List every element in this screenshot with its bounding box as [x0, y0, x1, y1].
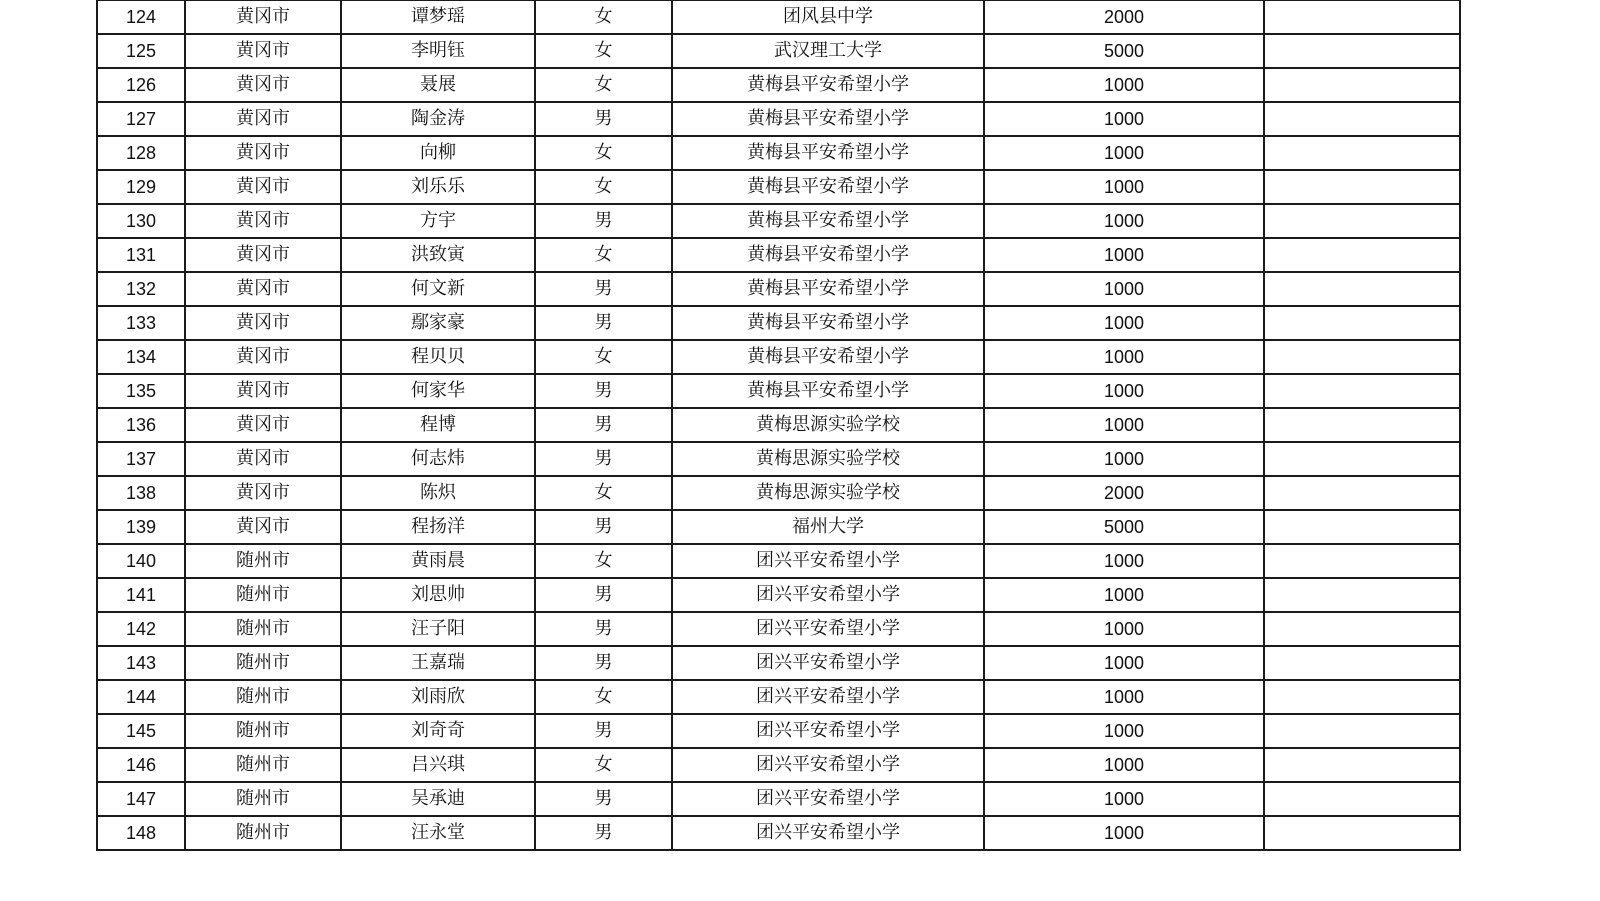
- row-number-cell: 130: [97, 204, 185, 238]
- remark-cell: [1264, 646, 1460, 680]
- school-cell: 武汉理工大学: [672, 34, 984, 68]
- city-cell: 黄冈市: [185, 306, 341, 340]
- table-row: [97, 782, 1460, 816]
- city-cell: 黄冈市: [185, 442, 341, 476]
- city-cell: 黄冈市: [185, 272, 341, 306]
- table-row: [97, 476, 1460, 510]
- gender-cell: 女: [535, 68, 672, 102]
- student-name-cell: 洪致寅: [341, 238, 535, 272]
- remark-cell: [1264, 714, 1460, 748]
- student-name-cell: 谭梦瑶: [341, 1, 535, 35]
- student-name-cell: 何志炜: [341, 442, 535, 476]
- school-cell: 黄梅县平安希望小学: [672, 340, 984, 374]
- student-name-cell: 程博: [341, 408, 535, 442]
- city-cell: 随州市: [185, 816, 341, 850]
- row-number-cell: 126: [97, 68, 185, 102]
- row-number-cell: 141: [97, 578, 185, 612]
- gender-cell: 男: [535, 816, 672, 850]
- student-name-cell: 陶金涛: [341, 102, 535, 136]
- table-body: [97, 1, 1460, 851]
- school-cell: 团兴平安希望小学: [672, 646, 984, 680]
- remark-cell: [1264, 170, 1460, 204]
- amount-cell: 2000: [984, 476, 1264, 510]
- table-row: [97, 136, 1460, 170]
- amount-cell: 1000: [984, 340, 1264, 374]
- gender-cell: 男: [535, 782, 672, 816]
- remark-cell: [1264, 510, 1460, 544]
- amount-cell: 1000: [984, 714, 1264, 748]
- student-name-cell: 王嘉瑞: [341, 646, 535, 680]
- student-name-cell: 汪子阳: [341, 612, 535, 646]
- city-cell: 黄冈市: [185, 408, 341, 442]
- table-row: [97, 442, 1460, 476]
- gender-cell: 男: [535, 510, 672, 544]
- city-cell: 黄冈市: [185, 170, 341, 204]
- row-number-cell: 129: [97, 170, 185, 204]
- city-cell: 黄冈市: [185, 340, 341, 374]
- table-row: [97, 544, 1460, 578]
- row-number-cell: 144: [97, 680, 185, 714]
- student-name-cell: 程贝贝: [341, 340, 535, 374]
- amount-cell: 1000: [984, 102, 1264, 136]
- student-name-cell: 陈炽: [341, 476, 535, 510]
- gender-cell: 女: [535, 476, 672, 510]
- gender-cell: 男: [535, 714, 672, 748]
- gender-cell: 女: [535, 34, 672, 68]
- amount-cell: 1000: [984, 816, 1264, 850]
- table-row: [97, 510, 1460, 544]
- student-aid-table: [96, 0, 1461, 851]
- table-row: [97, 204, 1460, 238]
- student-name-cell: 聂展: [341, 68, 535, 102]
- gender-cell: 女: [535, 340, 672, 374]
- amount-cell: 1000: [984, 612, 1264, 646]
- row-number-cell: 142: [97, 612, 185, 646]
- remark-cell: [1264, 374, 1460, 408]
- table-row: [97, 306, 1460, 340]
- student-name-cell: 刘思帅: [341, 578, 535, 612]
- school-cell: 黄梅县平安希望小学: [672, 102, 984, 136]
- remark-cell: [1264, 34, 1460, 68]
- remark-cell: [1264, 748, 1460, 782]
- student-name-cell: 何文新: [341, 272, 535, 306]
- table-row: [97, 408, 1460, 442]
- table-row: [97, 748, 1460, 782]
- student-name-cell: 方宇: [341, 204, 535, 238]
- student-name-cell: 李明钰: [341, 34, 535, 68]
- table-row: [97, 612, 1460, 646]
- amount-cell: 1000: [984, 748, 1264, 782]
- table-row: [97, 272, 1460, 306]
- amount-cell: 1000: [984, 646, 1264, 680]
- student-name-cell: 鄢家豪: [341, 306, 535, 340]
- row-number-cell: 131: [97, 238, 185, 272]
- remark-cell: [1264, 306, 1460, 340]
- city-cell: 黄冈市: [185, 510, 341, 544]
- school-cell: 黄梅思源实验学校: [672, 476, 984, 510]
- amount-cell: 2000: [984, 1, 1264, 35]
- remark-cell: [1264, 102, 1460, 136]
- table-row: [97, 578, 1460, 612]
- gender-cell: 男: [535, 272, 672, 306]
- row-number-cell: 136: [97, 408, 185, 442]
- city-cell: 随州市: [185, 748, 341, 782]
- remark-cell: [1264, 476, 1460, 510]
- school-cell: 黄梅县平安希望小学: [672, 170, 984, 204]
- remark-cell: [1264, 1, 1460, 35]
- table-row: [97, 680, 1460, 714]
- table-row: [97, 374, 1460, 408]
- amount-cell: 1000: [984, 136, 1264, 170]
- city-cell: 随州市: [185, 714, 341, 748]
- gender-cell: 女: [535, 238, 672, 272]
- school-cell: 团兴平安希望小学: [672, 714, 984, 748]
- amount-cell: 1000: [984, 442, 1264, 476]
- city-cell: 随州市: [185, 544, 341, 578]
- remark-cell: [1264, 136, 1460, 170]
- city-cell: 随州市: [185, 578, 341, 612]
- row-number-cell: 148: [97, 816, 185, 850]
- school-cell: 黄梅县平安希望小学: [672, 204, 984, 238]
- gender-cell: 男: [535, 578, 672, 612]
- school-cell: 团兴平安希望小学: [672, 782, 984, 816]
- row-number-cell: 127: [97, 102, 185, 136]
- gender-cell: 女: [535, 136, 672, 170]
- remark-cell: [1264, 272, 1460, 306]
- remark-cell: [1264, 68, 1460, 102]
- row-number-cell: 145: [97, 714, 185, 748]
- student-name-cell: 吴承迪: [341, 782, 535, 816]
- city-cell: 黄冈市: [185, 102, 341, 136]
- student-name-cell: 向柳: [341, 136, 535, 170]
- amount-cell: 1000: [984, 68, 1264, 102]
- city-cell: 黄冈市: [185, 476, 341, 510]
- amount-cell: 1000: [984, 306, 1264, 340]
- row-number-cell: 132: [97, 272, 185, 306]
- gender-cell: 女: [535, 748, 672, 782]
- table-row: [97, 34, 1460, 68]
- row-number-cell: 147: [97, 782, 185, 816]
- school-cell: 团兴平安希望小学: [672, 544, 984, 578]
- row-number-cell: 125: [97, 34, 185, 68]
- amount-cell: 1000: [984, 170, 1264, 204]
- school-cell: 团风县中学: [672, 1, 984, 35]
- gender-cell: 女: [535, 1, 672, 35]
- school-cell: 团兴平安希望小学: [672, 816, 984, 850]
- remark-cell: [1264, 680, 1460, 714]
- remark-cell: [1264, 204, 1460, 238]
- gender-cell: 女: [535, 170, 672, 204]
- city-cell: 黄冈市: [185, 1, 341, 35]
- table-row: [97, 1, 1460, 35]
- table-row: [97, 816, 1460, 850]
- school-cell: 黄梅县平安希望小学: [672, 272, 984, 306]
- row-number-cell: 134: [97, 340, 185, 374]
- table-row: [97, 102, 1460, 136]
- remark-cell: [1264, 816, 1460, 850]
- school-cell: 黄梅县平安希望小学: [672, 238, 984, 272]
- student-name-cell: 汪永堂: [341, 816, 535, 850]
- row-number-cell: 133: [97, 306, 185, 340]
- school-cell: 福州大学: [672, 510, 984, 544]
- amount-cell: 1000: [984, 544, 1264, 578]
- table-row: [97, 238, 1460, 272]
- amount-cell: 1000: [984, 374, 1264, 408]
- student-name-cell: 程扬洋: [341, 510, 535, 544]
- city-cell: 随州市: [185, 782, 341, 816]
- row-number-cell: 128: [97, 136, 185, 170]
- gender-cell: 男: [535, 646, 672, 680]
- city-cell: 随州市: [185, 646, 341, 680]
- city-cell: 黄冈市: [185, 204, 341, 238]
- gender-cell: 女: [535, 680, 672, 714]
- gender-cell: 男: [535, 408, 672, 442]
- gender-cell: 男: [535, 442, 672, 476]
- table-row: [97, 714, 1460, 748]
- school-cell: 黄梅县平安希望小学: [672, 306, 984, 340]
- city-cell: 黄冈市: [185, 34, 341, 68]
- amount-cell: 5000: [984, 34, 1264, 68]
- gender-cell: 女: [535, 544, 672, 578]
- amount-cell: 1000: [984, 272, 1264, 306]
- amount-cell: 5000: [984, 510, 1264, 544]
- city-cell: 随州市: [185, 612, 341, 646]
- school-cell: 黄梅思源实验学校: [672, 408, 984, 442]
- remark-cell: [1264, 578, 1460, 612]
- school-cell: 黄梅县平安希望小学: [672, 374, 984, 408]
- student-name-cell: 黄雨晨: [341, 544, 535, 578]
- amount-cell: 1000: [984, 408, 1264, 442]
- remark-cell: [1264, 612, 1460, 646]
- student-name-cell: 刘雨欣: [341, 680, 535, 714]
- row-number-cell: 137: [97, 442, 185, 476]
- city-cell: 黄冈市: [185, 136, 341, 170]
- school-cell: 团兴平安希望小学: [672, 578, 984, 612]
- row-number-cell: 135: [97, 374, 185, 408]
- school-cell: 黄梅县平安希望小学: [672, 68, 984, 102]
- city-cell: 黄冈市: [185, 68, 341, 102]
- amount-cell: 1000: [984, 238, 1264, 272]
- table-row: [97, 646, 1460, 680]
- city-cell: 黄冈市: [185, 238, 341, 272]
- remark-cell: [1264, 408, 1460, 442]
- gender-cell: 男: [535, 306, 672, 340]
- gender-cell: 男: [535, 102, 672, 136]
- student-name-cell: 何家华: [341, 374, 535, 408]
- student-name-cell: 刘乐乐: [341, 170, 535, 204]
- row-number-cell: 139: [97, 510, 185, 544]
- gender-cell: 男: [535, 612, 672, 646]
- school-cell: 黄梅思源实验学校: [672, 442, 984, 476]
- gender-cell: 男: [535, 204, 672, 238]
- remark-cell: [1264, 238, 1460, 272]
- amount-cell: 1000: [984, 578, 1264, 612]
- row-number-cell: 143: [97, 646, 185, 680]
- student-name-cell: 刘奇奇: [341, 714, 535, 748]
- table-row: [97, 170, 1460, 204]
- table-row: [97, 340, 1460, 374]
- remark-cell: [1264, 442, 1460, 476]
- remark-cell: [1264, 340, 1460, 374]
- remark-cell: [1264, 782, 1460, 816]
- gender-cell: 男: [535, 374, 672, 408]
- school-cell: 团兴平安希望小学: [672, 612, 984, 646]
- row-number-cell: 124: [97, 1, 185, 35]
- amount-cell: 1000: [984, 204, 1264, 238]
- amount-cell: 1000: [984, 782, 1264, 816]
- city-cell: 随州市: [185, 680, 341, 714]
- student-name-cell: 吕兴琪: [341, 748, 535, 782]
- city-cell: 黄冈市: [185, 374, 341, 408]
- amount-cell: 1000: [984, 680, 1264, 714]
- school-cell: 团兴平安希望小学: [672, 748, 984, 782]
- row-number-cell: 138: [97, 476, 185, 510]
- school-cell: 团兴平安希望小学: [672, 680, 984, 714]
- table-row: [97, 68, 1460, 102]
- row-number-cell: 140: [97, 544, 185, 578]
- row-number-cell: 146: [97, 748, 185, 782]
- school-cell: 黄梅县平安希望小学: [672, 136, 984, 170]
- remark-cell: [1264, 544, 1460, 578]
